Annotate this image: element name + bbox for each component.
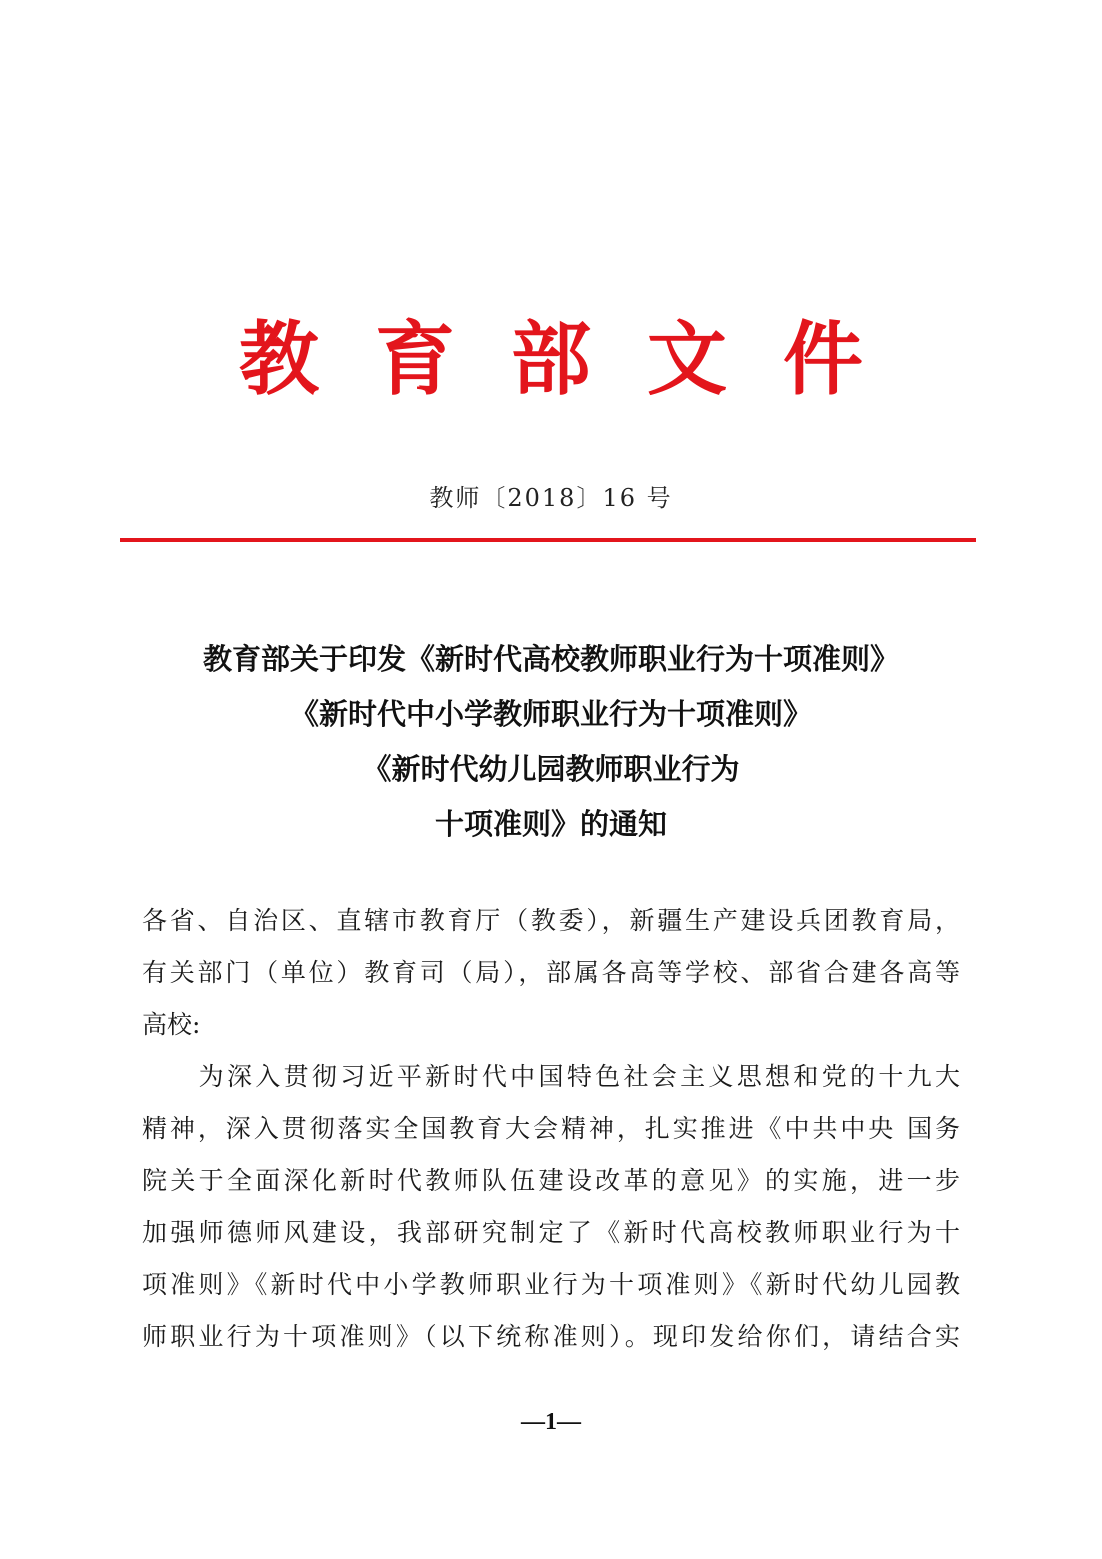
paragraph-line: 师职业行为十项准则》（以下统称准则）。现印发给你们，请结合实 bbox=[142, 1322, 960, 1351]
paragraph-line: 精神，深入贯彻落实全国教育大会精神，扎实推进《中共中央 国务 bbox=[142, 1114, 960, 1143]
paragraph-line: 加强师德师风建设，我部研究制定了《新时代高校教师职业行为十 bbox=[142, 1218, 960, 1247]
addressee-line: 各省、自治区、直辖市教育厅（教委），新疆生产建设兵团教育局， bbox=[142, 906, 960, 935]
addressee-line: 有关部门（单位）教育司（局），部属各高等学校、部省合建各高等 bbox=[142, 958, 960, 987]
document-masthead bbox=[0, 310, 1102, 410]
document-body bbox=[142, 895, 960, 1363]
document-title bbox=[100, 632, 1002, 852]
document-number: 教师〔2018〕16 号 bbox=[429, 484, 673, 512]
masthead-char: 文 bbox=[647, 313, 727, 406]
masthead-char: 育 bbox=[375, 313, 455, 406]
page-number: —1— bbox=[521, 1409, 581, 1435]
red-separator-rule bbox=[120, 538, 976, 542]
masthead-char: 部 bbox=[511, 313, 591, 406]
masthead-char: 件 bbox=[783, 313, 863, 406]
title-line: 十项准则》的通知 bbox=[434, 807, 667, 841]
masthead-char: 教 bbox=[239, 313, 319, 406]
paragraph-line: 为深入贯彻习近平新时代中国特色社会主义思想和党的十九大 bbox=[142, 1062, 960, 1091]
paragraph-line: 项准则》《新时代中小学教师职业行为十项准则》《新时代幼儿园教 bbox=[142, 1270, 960, 1299]
title-line: 《新时代幼儿园教师职业行为 bbox=[362, 752, 740, 786]
addressee-line: 高校: bbox=[142, 1010, 201, 1039]
title-line: 教育部关于印发《新时代高校教师职业行为十项准则》 bbox=[202, 642, 899, 676]
paragraph-line: 院关于全面深化新时代教师队伍建设改革的意见》的实施，进一步 bbox=[142, 1166, 960, 1195]
title-line: 《新时代中小学教师职业行为十项准则》 bbox=[289, 697, 812, 731]
